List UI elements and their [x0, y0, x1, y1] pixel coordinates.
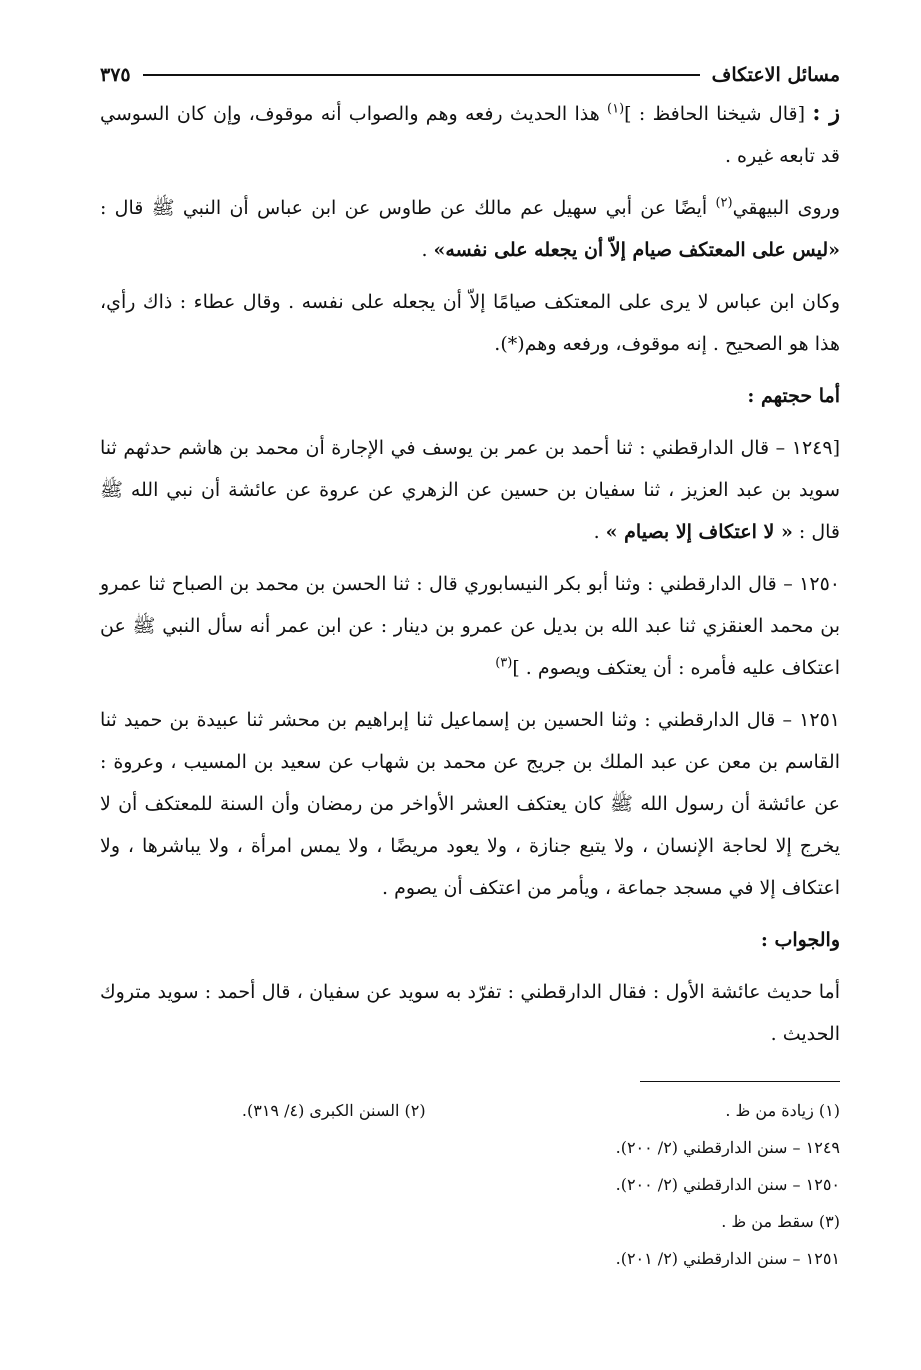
heading-answer: والجواب :	[760, 929, 840, 951]
hadith-1251	[100, 699, 840, 909]
hadith-1250	[100, 563, 840, 689]
paragraph-text: وكان ابن عباس لا يرى على المعتكف صيامًا إلاّ أن يجعله على نفسه . وقال عطاء : ذاك رأي، هذا هو الصحيح . إنه موقوف، ورفعه وهم(*).	[100, 291, 840, 355]
footnote-ref: (٣)	[495, 655, 513, 671]
book-page	[100, 58, 840, 1277]
paragraph-text: [قال شيخنا الحافظ : ]	[624, 103, 805, 125]
footnotes-column-right	[426, 1092, 840, 1277]
paragraph-answer	[100, 971, 840, 1055]
paragraph-text: هذا الحديث رفعه وهم والصواب أنه موقوف، وإن كان السوسي قد تابعه غيره .	[100, 103, 840, 167]
footnote-item: (٢) السنن الكبرى (٤/ ٣١٩).	[241, 1101, 426, 1120]
chapter-title: مسائل الاعتكاف	[711, 64, 840, 86]
footnote-item: (١) زيادة من ظ .	[725, 1101, 840, 1120]
paragraph-end: .	[421, 239, 434, 261]
paragraph-text: أيضًا عن أبي سهيل عم مالك عن طاوس عن ابن عباس أن النبي ﷺ قال :	[100, 197, 708, 219]
footnote-separator	[640, 1081, 840, 1082]
hadith-text: ١٢٥٠ – قال الدارقطني : وثنا أبو بكر النيسابوري قال : ثنا الحسن بن محمد بن الصباح ثنا عمرو بن محمد العنقزي ثنا عبد الله بن بديل عن عمرو بن دينار : عن ابن عمر أنه سأل النبي ﷺ عن اعتكاف عليه فأمره : أن يعتكف ويصوم . ]	[100, 573, 840, 679]
paragraph-hafiz	[100, 92, 840, 177]
footnote-ref: (١)	[607, 101, 625, 117]
hadith-1249	[100, 427, 840, 553]
hadith-text: ١٢٥١ – قال الدارقطني : وثنا الحسين بن إسماعيل ثنا إبراهيم بن محشر ثنا عبيدة بن حميد ثنا القاسم بن معن عن عبد الملك بن جريج عن محمد بن شهاب عن سعيد بن المسيب ، وعروة : عن عائشة أن رسول الله ﷺ كان يعتكف العشر الأواخر من رمضان وأن السنة للمعتكف أن لا يخرج إلا لحاجة الإنسان ، ولا يتبع جنازة ، ولا يعود مريضًا ، ولا يمس امرأة ، ولا يباشرها ، ولا اعتكاف إلا في مسجد جماعة ، ويأمر من اعتكف أن يصوم .	[100, 709, 840, 899]
footnote-item: ١٢٥١ – سنن الدارقطني (٢/ ٢٠١).	[615, 1249, 840, 1268]
paragraph-end: .	[593, 521, 606, 543]
hadith-text: [١٢٤٩ – قال الدارقطني : ثنا أحمد بن عمر بن يوسف في الإجارة أن محمد بن هاشم حدثهم ثنا سويد بن عبد العزيز ، ثنا سفيان بن حسين عن الزهري عن عروة عن عائشة أن نبي الله ﷺ قال :	[100, 437, 840, 543]
footnotes-column-left	[100, 1092, 426, 1277]
paragraph-text: أما حديث عائشة الأول : فقال الدارقطني : تفرّد به سويد عن سفيان ، قال أحمد : سويد متروك الحديث .	[100, 981, 840, 1045]
heading-their-proofs: أما حجتهم :	[747, 385, 840, 407]
paragraph-bayhaqi	[100, 187, 840, 271]
footnote-item: ١٢٥٠ – سنن الدارقطني (٢/ ٢٠٠).	[615, 1175, 840, 1194]
paragraph-ibn-abbas	[100, 281, 840, 365]
paragraph-text: وروى البيهقي	[732, 197, 840, 219]
page-number: ٣٧٥	[100, 64, 131, 86]
running-header	[100, 58, 840, 92]
footnote-item: ١٢٤٩ – سنن الدارقطني (٢/ ٢٠٠).	[615, 1138, 840, 1157]
footnote-ref: (٢)	[715, 195, 733, 211]
hadith-quote: « لا اعتكاف إلا بصيام »	[605, 521, 793, 543]
manuscript-marker: ز :	[812, 100, 840, 126]
footnotes	[100, 1092, 840, 1277]
footnote-item: (٣) سقط من ظ .	[721, 1212, 840, 1231]
header-rule	[143, 74, 700, 76]
hadith-quote: «ليس على المعتكف صيام إلاّ أن يجعله على نفسه»	[433, 239, 840, 261]
